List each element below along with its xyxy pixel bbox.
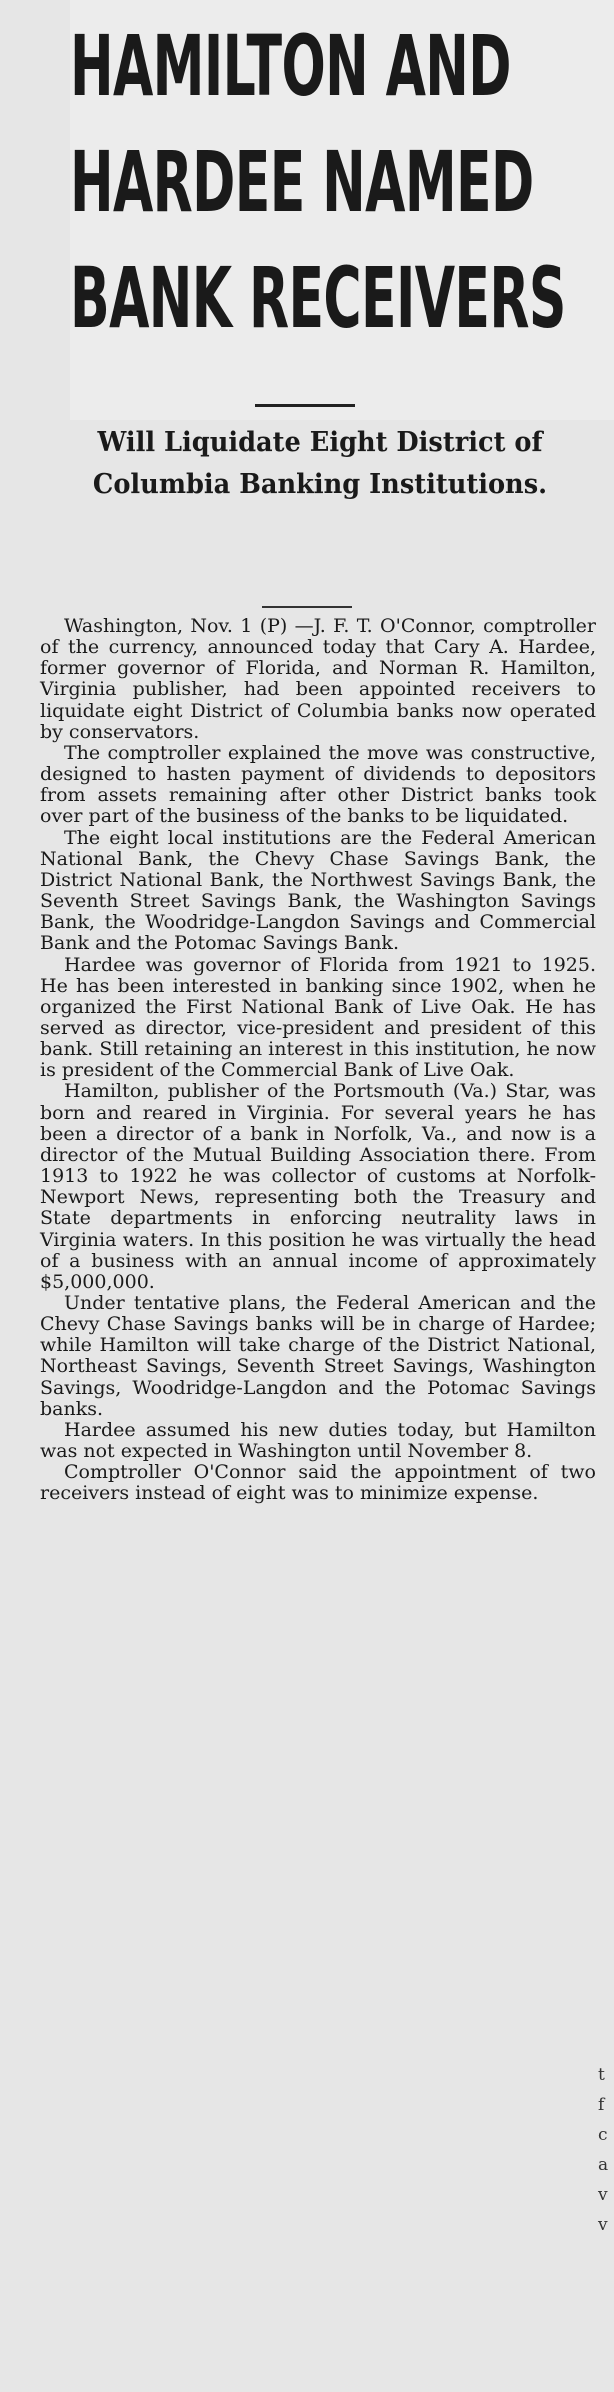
subheadline: Will Liquidate Eight District of Columbia Banking Institutions. <box>92 427 548 500</box>
fragment-glyph: f <box>598 2095 605 2115</box>
adjacent-column-fragments <box>598 2060 614 2240</box>
headline-line-3: BANK RECEIVERS <box>70 249 566 347</box>
fragment-glyph: a <box>598 2155 609 2175</box>
article-paragraph: Washington, Nov. 1 (P) —J. F. T. O'Connor, comptroller of the currency, announced today that Cary A. Hardee, former governor of Florida, and Norman R. Hamilton, Virginia publisher, had been appointed receivers to liquidate eight District of Columbia banks now operated by conservators. <box>40 615 596 743</box>
article-paragraph: The eight local institutions are the Federal American National Bank, the Chevy Chase Savings Bank, the District National Bank, the Northwest Savings Bank, the Seventh Street Savings Bank, the Washington Savings Bank, the Woodridge-Langdon Savings and Commercial Bank and the Potomac Savings Bank. <box>40 826 596 955</box>
article-paragraph: The comptroller explained the move was constructive, designed to hasten payment of dividends to depositors from assets remaining after other District banks took over part of the business of the banks to be liquidated. <box>40 741 596 828</box>
fragment-glyph: v <box>598 2215 608 2235</box>
headline-line-1: HAMILTON AND <box>70 17 511 115</box>
headline <box>70 8 566 356</box>
headline-line-2: HARDEE NAMED <box>70 133 534 231</box>
subheadline-divider <box>262 606 352 608</box>
fragment-glyph: v <box>598 2185 608 2205</box>
article-body <box>40 616 596 1505</box>
article-paragraph: Hardee was governor of Florida from 1921 to 1925. He has been interested in banking since 1902, when he organized the First National Bank of Live Oak. He has served as director, vice-president and president of this bank. Still retaining an interest in this institution, he now is president of the Commercial Bank of Live Oak. <box>40 953 596 1082</box>
fragment-glyph: t <box>598 2065 605 2085</box>
headline-divider <box>255 404 355 407</box>
fragment-glyph: c <box>598 2125 608 2145</box>
article-paragraph: Comptroller O'Connor said the appointment of two receivers instead of eight was to minimize expense. <box>40 1461 596 1505</box>
article-paragraph: Hamilton, publisher of the Portsmouth (Va.) Star, was born and reared in Virginia. For several years he has been a director of a bank in Norfolk, Va., and now is a director of the Mutual Building Association there. From 1913 to 1922 he was collector of customs at Norfolk-Newport News, representing both the Treasury and State departments in enforcing neutrality laws in Virginia waters. In this position he was virtually the head of a business with an annual income of approximately $5,000,000. <box>40 1080 596 1293</box>
article-paragraph: Under tentative plans, the Federal American and the Chevy Chase Savings banks will be in charge of Hardee; while Hamilton will take charge of the District National, Northeast Savings, Seventh Street Savings, Washington Savings, Woodridge-Langdon and the Potomac Savings banks. <box>40 1292 596 1420</box>
article-paragraph: Hardee assumed his new duties today, but Hamilton was not expected in Washington until November 8. <box>40 1418 596 1463</box>
